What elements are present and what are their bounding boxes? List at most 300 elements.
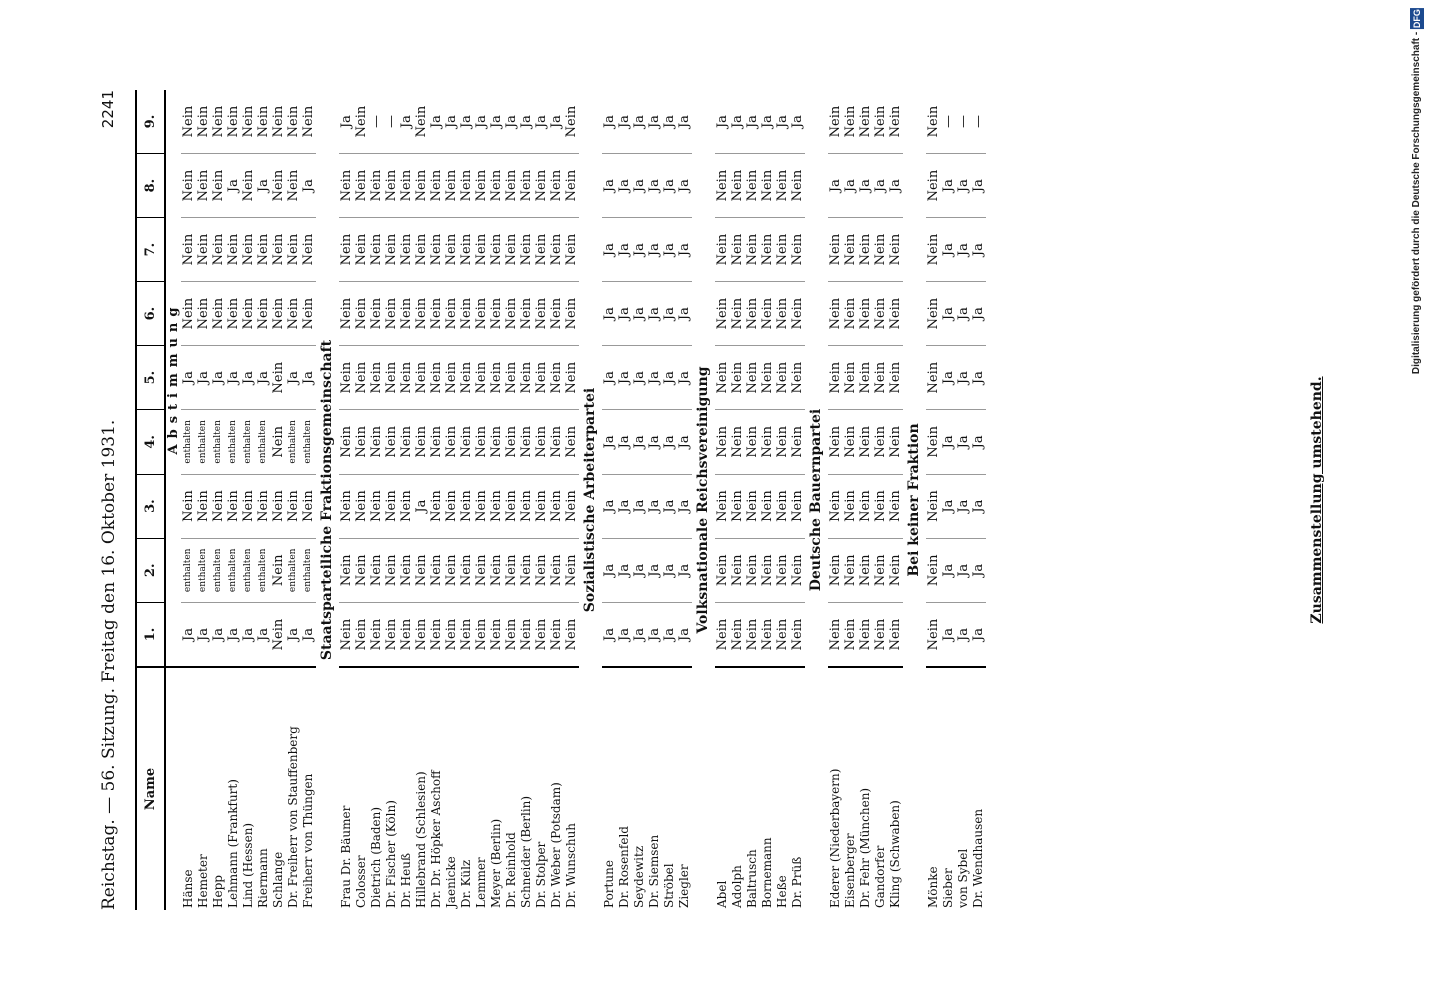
vote-cell: Nein (926, 603, 941, 668)
table-row (662, 90, 677, 910)
vote-cell: Ja (941, 474, 956, 538)
vote-cell: Ja (534, 90, 549, 154)
vote-cell: Nein (444, 538, 459, 602)
vote-cell: enthalten (256, 410, 271, 474)
vote-cell: Ja (617, 154, 632, 218)
vote-cell: Nein (828, 282, 843, 346)
vote-cell: Nein (459, 603, 474, 668)
vote-cell: Nein (549, 474, 564, 538)
vote-cell: Nein (790, 538, 805, 602)
table-row (519, 90, 534, 910)
page-number: 2241 (99, 90, 117, 129)
table-row (271, 90, 286, 910)
vote-cell: Nein (873, 410, 888, 474)
vote-cell: Ja (196, 603, 211, 668)
vote-cell: Nein (474, 154, 489, 218)
vote-cell: Ja (632, 218, 647, 282)
member-name: Hänse (181, 667, 196, 910)
group-title: Staatsparteiliche Fraktionsgemeinschaft (319, 339, 335, 661)
vote-cell: Nein (926, 474, 941, 538)
table-header-row (136, 90, 165, 910)
group-heading-row (579, 90, 602, 910)
vote-cell: Ja (956, 410, 971, 474)
vote-cell: Nein (715, 474, 730, 538)
vote-cell: Nein (730, 603, 745, 668)
vote-cell: Nein (444, 603, 459, 668)
vote-cell: Nein (399, 282, 414, 346)
vote-cell: Nein (211, 154, 226, 218)
vote-cell: Nein (369, 474, 384, 538)
vote-cell: Nein (241, 474, 256, 538)
vote-cell: Nein (429, 603, 444, 668)
table-row (971, 90, 986, 910)
vote-cell: Nein (354, 218, 369, 282)
vote-cell: Ja (632, 603, 647, 668)
vote-cell: enthalten (226, 538, 241, 602)
vote-cell: Nein (504, 603, 519, 668)
vote-cell: Nein (211, 218, 226, 282)
vote-cell: Nein (715, 410, 730, 474)
vote-cell: Nein (369, 282, 384, 346)
vote-cell: Ja (873, 154, 888, 218)
vote-cell: — (971, 90, 986, 154)
vote-cell: Nein (256, 282, 271, 346)
vote-cell: Nein (354, 282, 369, 346)
vote-cell: Ja (617, 603, 632, 668)
vote-cell: enthalten (226, 410, 241, 474)
vote-cell: Nein (241, 154, 256, 218)
vote-cell: Nein (256, 90, 271, 154)
member-name: Dr. Freiherr von Stauffenberg (286, 667, 301, 910)
vote-cell: Nein (241, 90, 256, 154)
vote-cell: Ja (429, 90, 444, 154)
vote-cell: Nein (399, 154, 414, 218)
vote-cell: Ja (602, 474, 617, 538)
vote-table (135, 90, 986, 910)
vote-cell: Ja (647, 410, 662, 474)
member-name: Ströbel (662, 667, 677, 910)
vote-cell: Nein (354, 538, 369, 602)
vote-cell: Nein (286, 154, 301, 218)
vote-cell: Nein (745, 603, 760, 668)
vote-cell: Nein (504, 474, 519, 538)
vote-cell: Ja (602, 410, 617, 474)
vote-cell: Nein (760, 603, 775, 668)
vote-cell: Nein (301, 474, 316, 538)
vote-cell: Nein (730, 282, 745, 346)
member-name: Dr. Wunschuh (564, 667, 579, 910)
table-row (429, 90, 444, 910)
vote-cell: — (384, 90, 399, 154)
vote-cell: Nein (489, 218, 504, 282)
vote-cell: Ja (647, 282, 662, 346)
vote-cell: Nein (760, 218, 775, 282)
vote-cell: Nein (873, 218, 888, 282)
vote-cell: Nein (828, 474, 843, 538)
vote-cell: Nein (339, 218, 354, 282)
vote-cell: Nein (745, 346, 760, 410)
table-row (828, 90, 843, 910)
vote-cell: Ja (617, 90, 632, 154)
vote-cell: Ja (677, 346, 692, 410)
member-name: Bornemann (760, 667, 775, 910)
vote-cell: — (941, 90, 956, 154)
vote-cell: Nein (339, 410, 354, 474)
vote-cell: Nein (534, 603, 549, 668)
vote-cell: Nein (459, 282, 474, 346)
table-row (241, 90, 256, 910)
vote-cell: Ja (941, 218, 956, 282)
vote-cell: Ja (971, 154, 986, 218)
vote-cell: Nein (414, 538, 429, 602)
vote-cell: Ja (632, 538, 647, 602)
vote-cell: Nein (564, 603, 579, 668)
vote-cell: Nein (760, 346, 775, 410)
vote-cell: Ja (775, 90, 790, 154)
vote-cell: Nein (760, 154, 775, 218)
vote-cell: Ja (602, 282, 617, 346)
vote-cell: Nein (534, 410, 549, 474)
member-name: Baltrusch (745, 667, 760, 910)
table-row (354, 90, 369, 910)
vote-cell: Nein (444, 346, 459, 410)
vote-cell: Nein (549, 282, 564, 346)
vote-cell: Nein (519, 282, 534, 346)
vote-cell: Nein (888, 474, 903, 538)
vote-cell: enthalten (241, 410, 256, 474)
table-row (858, 90, 873, 910)
vote-cell: Ja (956, 538, 971, 602)
table-row (549, 90, 564, 910)
vote-cell: Nein (504, 538, 519, 602)
vote-cell: Nein (873, 282, 888, 346)
vote-cell: Nein (196, 154, 211, 218)
vote-cell: enthalten (196, 410, 211, 474)
vote-cell: Ja (662, 154, 677, 218)
vote-cell: Nein (414, 90, 429, 154)
vote-cell: Ja (941, 346, 956, 410)
table-row (888, 90, 903, 910)
vote-cell: Ja (662, 346, 677, 410)
vote-cell: Ja (647, 346, 662, 410)
table-row (226, 90, 241, 910)
vote-cell: Nein (444, 218, 459, 282)
member-name: Jaenicke (444, 667, 459, 910)
vote-cell: Ja (181, 346, 196, 410)
column-header-4: 4. (136, 410, 165, 474)
vote-cell: Ja (941, 538, 956, 602)
vote-cell: Ja (647, 474, 662, 538)
vote-cell: Ja (226, 603, 241, 668)
vote-cell: Nein (858, 346, 873, 410)
vote-cell: Ja (956, 474, 971, 538)
vote-cell: Nein (489, 474, 504, 538)
column-header-7: 7. (136, 218, 165, 282)
vote-cell: Nein (760, 410, 775, 474)
member-name: Adolph (730, 667, 745, 910)
table-row (301, 90, 316, 910)
vote-cell: Ja (181, 603, 196, 668)
member-name: Ziegler (677, 667, 692, 910)
vote-cell: Nein (399, 346, 414, 410)
vote-cell: Ja (414, 474, 429, 538)
member-name: Lehmann (Frankfurt) (226, 667, 241, 910)
vote-cell: Nein (339, 346, 354, 410)
credit-sidebar (1410, 8, 1432, 998)
table-row (474, 90, 489, 910)
group-heading-row (316, 90, 339, 910)
vote-cell: Nein (339, 282, 354, 346)
vote-cell: Nein (775, 410, 790, 474)
vote-cell: Nein (444, 474, 459, 538)
group-title: Sozialistische Arbeiterpartei (582, 387, 598, 613)
vote-cell: Ja (677, 410, 692, 474)
vote-cell: Ja (211, 346, 226, 410)
vote-cell: Nein (196, 218, 211, 282)
vote-cell: enthalten (286, 410, 301, 474)
table-row (956, 90, 971, 910)
vote-cell: Ja (677, 90, 692, 154)
vote-cell: Nein (843, 603, 858, 668)
vote-cell: Nein (286, 90, 301, 154)
vote-cell: Ja (662, 410, 677, 474)
vote-cell: Nein (474, 282, 489, 346)
vote-cell: Nein (828, 218, 843, 282)
member-name: Hemeter (196, 667, 211, 910)
vote-cell: Nein (444, 282, 459, 346)
vote-cell: Nein (858, 90, 873, 154)
vote-cell: Nein (301, 282, 316, 346)
vote-cell: Ja (888, 154, 903, 218)
vote-cell: Ja (504, 90, 519, 154)
vote-cell: Nein (519, 346, 534, 410)
vote-cell: Ja (617, 538, 632, 602)
vote-cell: Ja (971, 474, 986, 538)
vote-cell: Nein (843, 346, 858, 410)
vote-cell: Nein (564, 90, 579, 154)
vote-cell: Nein (459, 154, 474, 218)
vote-cell: Nein (775, 346, 790, 410)
vote-cell: enthalten (196, 538, 211, 602)
vote-cell: Ja (241, 603, 256, 668)
vote-cell: Nein (339, 538, 354, 602)
vote-cell: Nein (399, 474, 414, 538)
abstimmung-row (165, 90, 181, 910)
table-row (745, 90, 760, 910)
vote-cell: Nein (926, 218, 941, 282)
vote-cell: Ja (617, 410, 632, 474)
vote-cell: Nein (369, 218, 384, 282)
vote-cell: Nein (775, 154, 790, 218)
vote-cell: Ja (196, 346, 211, 410)
group-title: Volksnationale Reichsvereinigung (695, 366, 711, 634)
vote-cell: Ja (730, 90, 745, 154)
vote-cell: Ja (647, 218, 662, 282)
vote-cell: Nein (271, 90, 286, 154)
vote-cell: Nein (775, 538, 790, 602)
vote-cell: Nein (489, 603, 504, 668)
dfg-logo: DFG (1412, 9, 1422, 28)
vote-cell: Ja (677, 218, 692, 282)
member-name: Meyer (Berlin) (489, 667, 504, 910)
member-name: von Sybel (956, 667, 971, 910)
vote-cell: Nein (858, 603, 873, 668)
vote-cell: Nein (211, 282, 226, 346)
vote-cell: Ja (211, 603, 226, 668)
column-header-8: 8. (136, 154, 165, 218)
vote-cell: Nein (196, 282, 211, 346)
table-row (504, 90, 519, 910)
vote-cell: Nein (429, 538, 444, 602)
vote-cell: Nein (873, 474, 888, 538)
vote-cell: Nein (226, 474, 241, 538)
vote-cell: Nein (414, 218, 429, 282)
member-name: Dr. Külz (459, 667, 474, 910)
member-name: Colosser (354, 667, 369, 910)
vote-cell: Nein (745, 218, 760, 282)
vote-cell: Nein (926, 410, 941, 474)
vote-cell: Nein (745, 410, 760, 474)
vote-cell: Ja (828, 154, 843, 218)
vote-cell: Nein (926, 538, 941, 602)
vote-cell: Nein (489, 538, 504, 602)
column-header-6: 6. (136, 282, 165, 346)
vote-cell: Nein (888, 282, 903, 346)
vote-cell: Nein (414, 410, 429, 474)
vote-cell: Ja (647, 154, 662, 218)
vote-cell: Nein (414, 282, 429, 346)
vote-cell: Nein (474, 603, 489, 668)
vote-cell: Nein (888, 346, 903, 410)
vote-cell: Nein (858, 410, 873, 474)
vote-cell: Nein (534, 474, 549, 538)
table-row (414, 90, 429, 910)
vote-cell: Nein (286, 282, 301, 346)
vote-cell: Nein (459, 346, 474, 410)
vote-cell: Nein (564, 474, 579, 538)
vote-cell: Nein (760, 282, 775, 346)
member-name: Ederer (Niederbayern) (828, 667, 843, 910)
vote-cell: Nein (564, 346, 579, 410)
vote-cell: Ja (971, 346, 986, 410)
member-name: Dr. Fischer (Köln) (384, 667, 399, 910)
vote-cell: Ja (971, 538, 986, 602)
vote-cell: Ja (647, 603, 662, 668)
table-row (730, 90, 745, 910)
vote-cell: Nein (504, 218, 519, 282)
member-name: Gandorfer (873, 667, 888, 910)
vote-cell: Nein (489, 282, 504, 346)
member-name: Kling (Schwaben) (888, 667, 903, 910)
vote-cell: Nein (519, 218, 534, 282)
vote-cell: Ja (617, 346, 632, 410)
vote-cell: Nein (888, 603, 903, 668)
vote-cell: Nein (790, 603, 805, 668)
vote-cell: Nein (369, 538, 384, 602)
member-name: Dr. Siemsen (647, 667, 662, 910)
vote-cell: Nein (399, 218, 414, 282)
vote-cell: Nein (339, 154, 354, 218)
vote-cell: Ja (602, 218, 617, 282)
vote-cell: Nein (384, 603, 399, 668)
member-name: Riermann (256, 667, 271, 910)
vote-cell: Nein (474, 218, 489, 282)
vote-cell: Nein (858, 474, 873, 538)
member-name: Abel (715, 667, 730, 910)
vote-cell: Nein (301, 218, 316, 282)
vote-cell: Nein (715, 538, 730, 602)
vote-cell: Ja (602, 603, 617, 668)
vote-cell: Ja (241, 346, 256, 410)
vote-cell: Nein (286, 474, 301, 538)
vote-cell: Ja (444, 90, 459, 154)
vote-cell: Ja (474, 90, 489, 154)
vote-cell: Nein (873, 346, 888, 410)
vote-cell: Nein (760, 538, 775, 602)
vote-cell: Nein (534, 538, 549, 602)
vote-cell: Nein (888, 538, 903, 602)
vote-cell: Ja (256, 603, 271, 668)
vote-cell: Ja (662, 90, 677, 154)
vote-cell: Nein (301, 90, 316, 154)
vote-cell: Nein (730, 538, 745, 602)
member-name: Sieber (941, 667, 956, 910)
column-header-9: 9. (136, 90, 165, 154)
vote-cell: Nein (429, 218, 444, 282)
vote-cell: Ja (971, 218, 986, 282)
vote-cell: Nein (549, 346, 564, 410)
vote-cell: Nein (775, 603, 790, 668)
vote-cell: Nein (828, 90, 843, 154)
table-row (181, 90, 196, 910)
vote-cell: Ja (256, 154, 271, 218)
member-name: Schneider (Berlin) (519, 667, 534, 910)
credit-text: Digitalisierung gefördert durch die Deutsche Forschungsgemeinschaft - DFG (1411, 9, 1422, 375)
vote-cell: Nein (429, 154, 444, 218)
vote-cell: Ja (662, 218, 677, 282)
vote-cell: Ja (662, 603, 677, 668)
vote-cell: Nein (564, 538, 579, 602)
vote-cell: Nein (828, 603, 843, 668)
vote-cell: Ja (941, 282, 956, 346)
vote-cell: Nein (745, 474, 760, 538)
group-heading-row (692, 90, 715, 910)
vote-cell: Nein (241, 282, 256, 346)
vote-cell: Nein (444, 154, 459, 218)
member-name: Schlange (271, 667, 286, 910)
column-header-5: 5. (136, 346, 165, 410)
table-row (196, 90, 211, 910)
vote-cell: Nein (790, 474, 805, 538)
member-name: Lemmer (474, 667, 489, 910)
vote-cell: Nein (211, 90, 226, 154)
vote-cell: Nein (843, 282, 858, 346)
vote-cell: Ja (632, 346, 647, 410)
vote-cell: Ja (715, 90, 730, 154)
table-row (444, 90, 459, 910)
vote-cell: Nein (926, 346, 941, 410)
vote-cell: Nein (429, 282, 444, 346)
vote-cell: enthalten (256, 538, 271, 602)
table-row (286, 90, 301, 910)
member-name: Dr. Fehr (München) (858, 667, 873, 910)
vote-cell: Ja (301, 603, 316, 668)
vote-cell: Ja (226, 346, 241, 410)
vote-cell: Ja (677, 154, 692, 218)
vote-cell: enthalten (181, 410, 196, 474)
vote-cell: enthalten (301, 410, 316, 474)
vote-cell: Ja (956, 218, 971, 282)
